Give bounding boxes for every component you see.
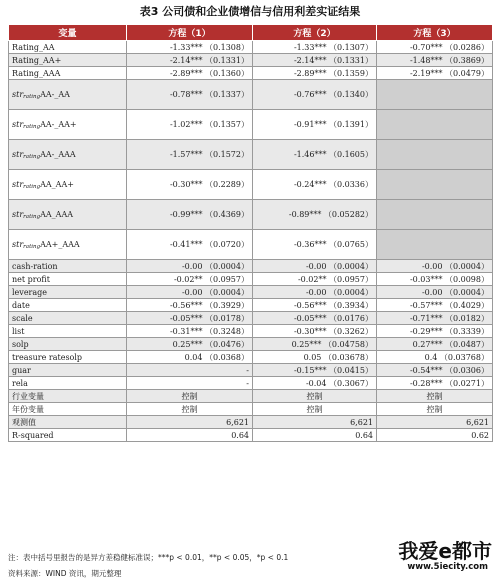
row-label — [9, 140, 127, 170]
label-subscript: rating — [23, 213, 41, 220]
cell-eq1: -1.57*** （0.1572） — [127, 140, 253, 170]
cell-eq3: -1.48*** （0.3869） — [377, 54, 493, 67]
row-label: list — [9, 325, 127, 338]
cell-eq2: -0.36*** （0.0765） — [253, 230, 377, 260]
cell-eq3: -0.29*** （0.3339） — [377, 325, 493, 338]
table-row — [9, 377, 493, 390]
cell-eq1: 0.64 — [127, 429, 253, 442]
cell-eq3: 6,621 — [377, 416, 493, 429]
cell-eq1: -0.99*** （0.4369） — [127, 200, 253, 230]
row-label: Rating_AA — [9, 41, 127, 54]
table-row — [9, 416, 493, 429]
cell-eq3: 0.62 — [377, 429, 493, 442]
cell-eq1: -0.00 （0.0004） — [127, 260, 253, 273]
cell-eq2: 控制 — [253, 390, 377, 403]
cell-eq2: 0.25*** （0.04758） — [253, 338, 377, 351]
row-label: guar — [9, 364, 127, 377]
cell-eq1: - — [127, 364, 253, 377]
header-row — [9, 25, 493, 41]
cell-eq1: -0.02** （0.0957） — [127, 273, 253, 286]
cell-eq1: -0.31*** （0.3248） — [127, 325, 253, 338]
cell-eq3: -0.28*** （0.0271） — [377, 377, 493, 390]
cell-eq3 — [377, 170, 493, 200]
row-label: Rating_AAA — [9, 67, 127, 80]
cell-eq2: -0.76*** （0.1340） — [253, 80, 377, 110]
table-title: 表3 公司债和企业债增信与信用利差实证结果 — [139, 5, 361, 18]
row-label: R-squared — [9, 429, 127, 442]
cell-eq2: -0.91*** （0.1391） — [253, 110, 377, 140]
cell-eq1: -0.30*** （0.2289） — [127, 170, 253, 200]
table-row — [9, 170, 493, 200]
row-label: scale — [9, 312, 127, 325]
cell-eq1: -1.02*** （0.1357） — [127, 110, 253, 140]
cell-eq2: -0.30*** （0.3262） — [253, 325, 377, 338]
cell-eq2: -0.15*** （0.0415） — [253, 364, 377, 377]
footnote: 注：表中括号里报告的是异方差稳健标准误；***p < 0.01，**p < 0.05，*p < 0.1 — [8, 553, 289, 562]
table-row — [9, 299, 493, 312]
row-label — [9, 200, 127, 230]
table-row — [9, 260, 493, 273]
label-subscript: rating — [23, 93, 41, 100]
label-pair: AA_AAA — [40, 209, 73, 219]
row-label: cash-ration — [9, 260, 127, 273]
cell-eq2: 控制 — [253, 403, 377, 416]
row-label — [9, 170, 127, 200]
watermark-logo — [372, 535, 494, 579]
watermark-url: www.5iecity.com — [407, 562, 488, 572]
label-str: str — [12, 119, 24, 129]
label-str: str — [12, 239, 24, 249]
label-str: str — [12, 89, 24, 99]
cell-eq3: 0.4 （0.03768） — [377, 351, 493, 364]
source-note: 资料来源：WIND 资讯，期元整理 — [8, 569, 122, 578]
table-row — [9, 286, 493, 299]
cell-eq2: -0.56*** （0.3934） — [253, 299, 377, 312]
cell-eq1: 6,621 — [127, 416, 253, 429]
cell-eq1: 控制 — [127, 403, 253, 416]
cell-eq2: 0.64 — [253, 429, 377, 442]
cell-eq2: -0.02** （0.0957） — [253, 273, 377, 286]
label-pair: AA-_AAA — [40, 149, 76, 159]
cell-eq1: 控制 — [127, 390, 253, 403]
table-row — [9, 67, 493, 80]
label-pair: AA+_AAA — [40, 239, 80, 249]
cell-eq1: -0.05*** （0.0178） — [127, 312, 253, 325]
cell-eq2: -2.14*** （0.1331） — [253, 54, 377, 67]
cell-eq2: -0.89*** （0.05282） — [253, 200, 377, 230]
row-label — [9, 230, 127, 260]
table-row — [9, 312, 493, 325]
cell-eq3: -0.03*** （0.0098） — [377, 273, 493, 286]
cell-eq2: -0.00 （0.0004） — [253, 260, 377, 273]
header-eq3: 方程（3） — [377, 25, 493, 41]
label-str: str — [12, 209, 24, 219]
row-label: Rating_AA+ — [9, 54, 127, 67]
cell-eq2: -0.05*** （0.0176） — [253, 312, 377, 325]
cell-eq1: -0.41*** （0.0720） — [127, 230, 253, 260]
table-row — [9, 351, 493, 364]
cell-eq3: -0.00 （0.0004） — [377, 260, 493, 273]
label-subscript: rating — [23, 123, 41, 130]
cell-eq3: 0.27*** （0.0487） — [377, 338, 493, 351]
cell-eq2: -0.04 （0.3067） — [253, 377, 377, 390]
cell-eq3: 控制 — [377, 390, 493, 403]
cell-eq2: 6,621 — [253, 416, 377, 429]
table-row — [9, 273, 493, 286]
label-str: str — [12, 149, 24, 159]
table-row — [9, 140, 493, 170]
row-label: solp — [9, 338, 127, 351]
watermark-text: 我爱e都市 — [398, 539, 492, 563]
cell-eq3: -0.54*** （0.0306） — [377, 364, 493, 377]
row-label: leverage — [9, 286, 127, 299]
cell-eq3: 控制 — [377, 403, 493, 416]
label-subscript: rating — [23, 153, 41, 160]
table-row — [9, 110, 493, 140]
cell-eq3 — [377, 140, 493, 170]
table-row — [9, 364, 493, 377]
cell-eq3: -0.00 （0.0004） — [377, 286, 493, 299]
cell-eq3 — [377, 230, 493, 260]
cell-eq1: -0.00 （0.0004） — [127, 286, 253, 299]
label-subscript: rating — [23, 183, 41, 190]
label-pair: AA-_AA+ — [40, 119, 77, 129]
label-pair: AA-_AA — [40, 89, 70, 99]
cell-eq2: -0.24*** （0.0336） — [253, 170, 377, 200]
cell-eq3: -0.70*** （0.0286） — [377, 41, 493, 54]
header-eq2: 方程（2） — [253, 25, 377, 41]
cell-eq2: -1.46*** （0.1605） — [253, 140, 377, 170]
cell-eq1: -2.89*** （0.1360） — [127, 67, 253, 80]
cell-eq1: - — [127, 377, 253, 390]
table-row — [9, 80, 493, 110]
row-label — [9, 80, 127, 110]
cell-eq2: -1.33*** （0.1307） — [253, 41, 377, 54]
table-row — [9, 390, 493, 403]
table-row — [9, 41, 493, 54]
cell-eq3: -0.57*** （0.4029） — [377, 299, 493, 312]
table-row — [9, 54, 493, 67]
label-str: str — [12, 179, 24, 189]
cell-eq1: 0.04 （0.0368） — [127, 351, 253, 364]
results-table — [8, 24, 493, 442]
cell-eq2: 0.05 （0.03678） — [253, 351, 377, 364]
label-subscript: rating — [23, 243, 41, 250]
cell-eq2: -0.00 （0.0004） — [253, 286, 377, 299]
cell-eq1: -2.14*** （0.1331） — [127, 54, 253, 67]
row-label: 行业变量 — [9, 390, 127, 403]
table-row — [9, 429, 493, 442]
table-row — [9, 200, 493, 230]
row-label: 观测值 — [9, 416, 127, 429]
table-row — [9, 325, 493, 338]
cell-eq1: 0.25*** （0.0476） — [127, 338, 253, 351]
table-row — [9, 403, 493, 416]
row-label: 年份变量 — [9, 403, 127, 416]
cell-eq2: -2.89*** （0.1359） — [253, 67, 377, 80]
row-label: date — [9, 299, 127, 312]
cell-eq1: -0.78*** （0.1337） — [127, 80, 253, 110]
cell-eq3: -2.19*** （0.0479） — [377, 67, 493, 80]
header-eq1: 方程（1） — [127, 25, 253, 41]
cell-eq3 — [377, 80, 493, 110]
cell-eq1: -1.33*** （0.1308） — [127, 41, 253, 54]
cell-eq3 — [377, 110, 493, 140]
cell-eq3 — [377, 200, 493, 230]
row-label: net profit — [9, 273, 127, 286]
table-row — [9, 230, 493, 260]
table-row — [9, 338, 493, 351]
row-label — [9, 110, 127, 140]
cell-eq1: -0.56*** （0.3929） — [127, 299, 253, 312]
row-label: treasure ratesolp — [9, 351, 127, 364]
cell-eq3: -0.71*** （0.0182） — [377, 312, 493, 325]
header-variable: 变量 — [9, 25, 127, 41]
row-label: rela — [9, 377, 127, 390]
label-pair: AA_AA+ — [40, 179, 74, 189]
